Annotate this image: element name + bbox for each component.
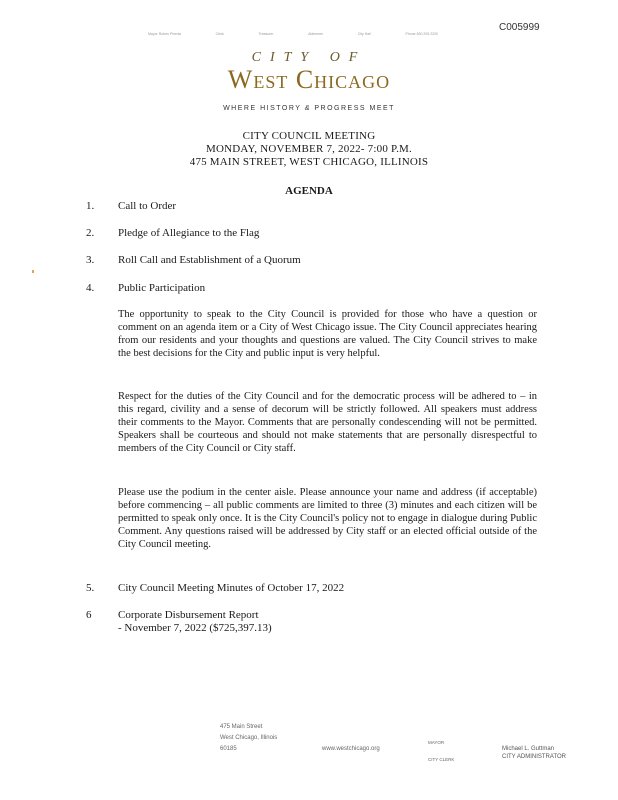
footer-address bbox=[220, 722, 277, 755]
footer-mayor-block bbox=[428, 734, 454, 768]
meeting-location: 475 MAIN STREET, WEST CHICAGO, ILLINOIS bbox=[189, 156, 429, 168]
agenda-item-text: Corporate Disbursement Report bbox=[118, 609, 259, 621]
footer-address-line: West Chicago, Illinois bbox=[220, 735, 278, 741]
faint-header-item: Clerk bbox=[215, 32, 224, 36]
agenda-item bbox=[86, 200, 176, 213]
faint-header-item: Phone 630.293.2200 bbox=[405, 32, 438, 36]
faint-header-row bbox=[148, 32, 438, 36]
tagline-ampersand: & bbox=[304, 105, 311, 112]
meeting-title: CITY COUNCIL MEETING bbox=[242, 130, 376, 142]
faint-header-item: Mayor Ruben Pineda bbox=[148, 32, 181, 36]
meeting-date-time: MONDAY, NOVEMBER 7, 2022- 7:00 P.M. bbox=[206, 143, 412, 155]
footer-admin-line: Michael L. Guttman bbox=[502, 746, 555, 752]
faint-header-item: City Hall bbox=[357, 32, 371, 36]
footer-mayor-line: MAYOR bbox=[428, 740, 445, 745]
agenda-item bbox=[86, 227, 259, 240]
agenda-item-number: 2. bbox=[86, 227, 95, 239]
footer-admin-line: CITY ADMINISTRATOR bbox=[502, 754, 567, 760]
agenda-item-number: 1. bbox=[86, 200, 95, 212]
agenda-heading: AGENDA bbox=[285, 185, 333, 197]
footer-admin-block bbox=[502, 745, 566, 761]
public-participation-paragraph: The opportunity to speak to the City Council is provided for those who have a question or comment on an agenda item or a City of West Chicago issue. The City Council appreciates hearing from our residents and your thoughts and questions are valued. The City Council strives to make the best decisions for the City and public input is very helpful. bbox=[118, 309, 537, 359]
logo-city-of: CITY OF bbox=[251, 50, 367, 65]
agenda-item-number: 6 bbox=[86, 609, 92, 621]
agenda-item bbox=[86, 609, 272, 635]
faint-header-item: Treasurer bbox=[258, 32, 274, 36]
footer-address-line: 475 Main Street bbox=[220, 724, 263, 730]
agenda-item bbox=[86, 282, 205, 295]
agenda-item bbox=[86, 254, 301, 267]
agenda-item bbox=[86, 582, 344, 595]
agenda-item-number: 5. bbox=[86, 582, 95, 594]
document-id: C005999 bbox=[499, 22, 540, 33]
footer-address-line: 60185 bbox=[220, 746, 237, 752]
logo-city-name: West Chicago bbox=[227, 65, 391, 94]
agenda-item-text: Roll Call and Establishment of a Quorum bbox=[118, 254, 301, 266]
public-participation-paragraph: Please use the podium in the center aisle. Please announce your name and address (if acceptable) before commencing – all public comments are limited to three (3) minutes and each citizen will be permitted to speak only once. It is the City Council's policy not to engage in dialogue during Public Comment. Any questions raised will be addressed by City staff or an elected official outside of the City Council meeting. bbox=[118, 487, 537, 550]
tagline-part: PROGRESS MEET bbox=[310, 105, 395, 112]
faint-header-item: Aldermen bbox=[308, 32, 324, 36]
agenda-item-subtext: - November 7, 2022 ($725,397.13) bbox=[118, 622, 272, 634]
public-participation-paragraph: Respect for the duties of the City Council and for the democratic process will be adhered to – in this regard, civility and a sense of decorum will be strictly followed. All speakers must address their comments to the Mayor. Comments that are personally condescending will not be permitted. Speakers shall be courteous and should not make statements that are personally disrespectful to members of the City Council or City staff. bbox=[118, 391, 537, 454]
agenda-item-text: City Council Meeting Minutes of October 17, 2022 bbox=[118, 582, 345, 594]
agenda-item-text: Call to Order bbox=[118, 200, 177, 212]
footer-mayor-line: CITY CLERK bbox=[428, 757, 455, 762]
city-logo bbox=[0, 50, 618, 113]
tagline-part: WHERE HISTORY bbox=[223, 105, 305, 112]
footer-website: www.westchicago.org bbox=[322, 746, 380, 752]
agenda-item-text: Pledge of Allegiance to the Flag bbox=[118, 227, 260, 239]
agenda-item-number: 3. bbox=[86, 254, 95, 266]
agenda-item-number: 4. bbox=[86, 282, 95, 294]
scan-speck bbox=[32, 270, 34, 273]
meeting-header bbox=[0, 130, 618, 169]
agenda-item-text: Public Participation bbox=[118, 282, 206, 294]
logo-tagline bbox=[0, 104, 618, 113]
